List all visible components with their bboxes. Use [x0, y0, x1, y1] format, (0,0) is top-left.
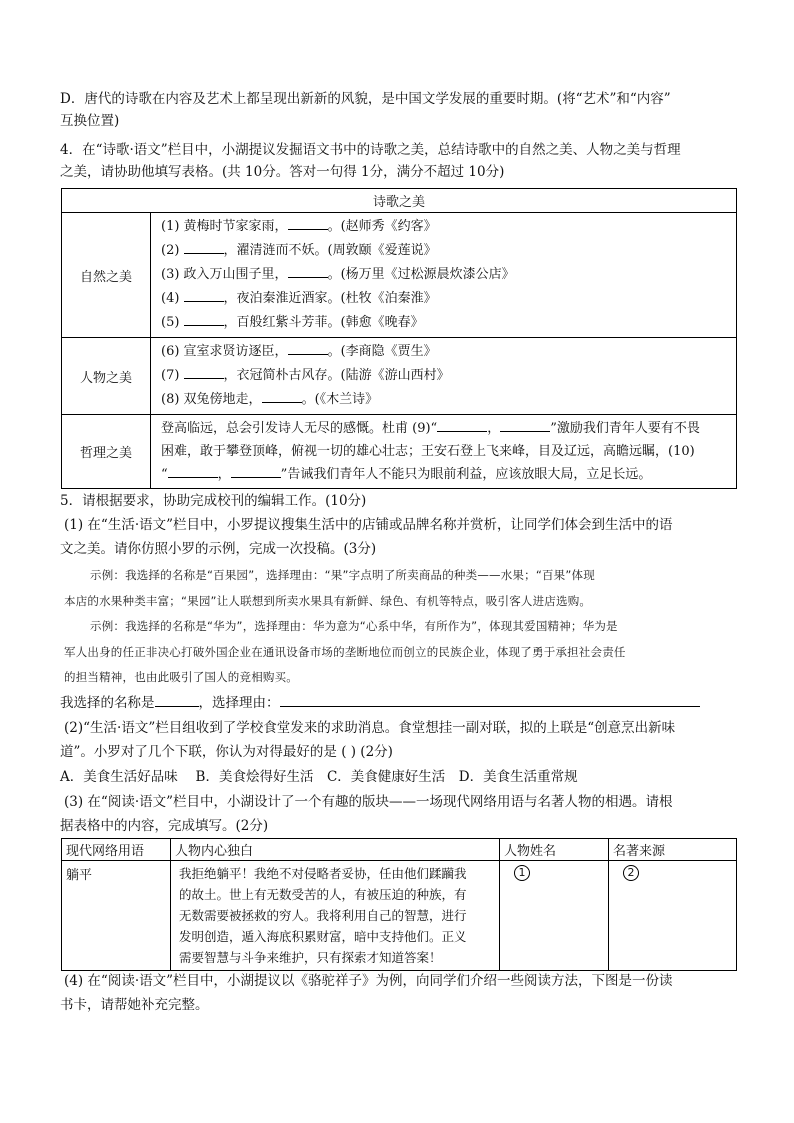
poetry-table-title: 诗歌之美	[62, 189, 737, 213]
source-answer-cell[interactable]	[609, 861, 737, 971]
answer-blank[interactable]	[500, 417, 550, 432]
q5-part4-line2: 书卡，请帮她补充完整。	[60, 997, 209, 1013]
slang-term: 躺平	[62, 861, 171, 971]
nature-beauty-label: 自然之美	[62, 213, 151, 338]
philosophy-beauty-text	[151, 415, 737, 489]
q5-part2-line1: (2)“生活·语文”栏目组收到了学校食堂发来的求助消息。食堂想挂一副对联，拟的上联是“创意烹出新味	[64, 720, 676, 736]
q5-part4-line1: (4) 在“阅读·语文”栏目中，小湖提议以《骆驼祥子》为例，向同学们介绍一些阅读方法，下图是一份读	[64, 973, 673, 989]
q5-part1-line2: 文之美。请你仿照小罗的示例，完成一次投稿。(3分)	[60, 541, 377, 557]
monologue-line: 需要智慧与斗争来维护，只有探索才知道答案！	[179, 950, 442, 965]
q5-part3-line2: 据表格中的内容，完成填写。(2分)	[60, 818, 269, 834]
answer-blank[interactable]	[231, 463, 281, 478]
circled-number-2: 2	[623, 865, 639, 881]
monologue-line: 无数需要被拯救的穷人。我将利用自己的智慧，进行	[179, 908, 467, 923]
poem-item-6: (6) 宣室求贤访逐臣， 。(李商隐《贾生》	[161, 340, 726, 364]
monologue-line: 的故土。世上有无数受苦的人，有被压迫的种族，有	[179, 887, 467, 902]
answer-blank[interactable]	[262, 388, 302, 403]
answer-blank[interactable]	[184, 239, 224, 254]
q5-part2-options: A．美食生活好品味 B．美食烩得好生活 C．美食健康好生活 D．美食生活重常规	[60, 769, 578, 785]
col-header-source: 名著来源	[609, 839, 737, 861]
reason-answer-blank[interactable]	[280, 692, 700, 707]
poem-item-1: (1) 黄梅时节家家雨， 。(赵师秀《约客》	[161, 215, 726, 239]
answer-blank[interactable]	[184, 311, 224, 326]
answer-blank[interactable]	[184, 287, 224, 302]
answer-blank[interactable]	[288, 215, 328, 230]
name-answer-blank[interactable]	[155, 692, 199, 707]
poem-item-8: (8) 双兔傍地走， 。(《木兰诗》	[161, 388, 726, 412]
nature-beauty-items	[151, 213, 737, 338]
q4-stem-line1: 4．在“诗歌·语文”栏目中，小湖提议发掘语文书中的诗歌之美，总结诗歌中的自然之美、人物之美与哲理	[60, 142, 681, 158]
poem-item-5: (5) ，百般红紫斗芳菲。(韩愈《晚春》	[161, 311, 726, 335]
internet-slang-table	[61, 838, 737, 971]
answer-blank[interactable]	[288, 263, 328, 278]
people-beauty-label: 人物之美	[62, 338, 151, 415]
q5-part3-line1: (3) 在“阅读·语文”栏目中，小湖设计了一个有趣的版块——一场现代网络用语与名著人物的相遇。请根	[64, 794, 673, 810]
q4-stem-line2: 之美，请协助他填写表格。(共 10分。答对一句得 1分，满分不超过 10分)	[60, 164, 505, 180]
answer-blank[interactable]	[437, 417, 487, 432]
answer-blank[interactable]	[168, 463, 218, 478]
monologue-cell	[171, 861, 500, 971]
philosophy-beauty-label: 哲理之美	[62, 415, 151, 489]
philosophy-line-3: “ ， ”告诫我们青年人不能只为眼前利益，应该放眼大局，立足长远。	[161, 463, 726, 486]
monologue-line: 我拒绝躺平！我绝不对侵略者妥协，任由他们蹂躏我	[179, 866, 467, 881]
answer-blank[interactable]	[184, 364, 224, 379]
philosophy-line-2: 困难，敢于攀登顶峰，俯视一切的雄心壮志；王安石登上飞来峰，目及辽远，高瞻远瞩，(10)	[161, 444, 695, 459]
col-header-slang: 现代网络用语	[62, 839, 171, 861]
col-header-monologue: 人物内心独白	[171, 839, 500, 861]
poem-item-2: (2) ，濯清涟而不妖。(周敦颐《爱莲说》	[161, 239, 726, 263]
example2-line1: 示例：我选择的名称是“华为”，选择理由：华为意为“心系中华，有所作为”，体现其爱国精神；华为是	[90, 619, 618, 633]
col-header-character: 人物姓名	[500, 839, 609, 861]
option-d-line1: D．唐代的诗歌在内容及艺术上都呈现出新新的风貌，是中国文学发展的重要时期。(将“艺术”和“内容”	[60, 91, 671, 107]
character-answer-cell[interactable]	[500, 861, 609, 971]
monologue-line: 发明创造，遁入海底积累财富，暗中支持他们。正义	[179, 929, 467, 944]
option-d-line2: 互换位置)	[60, 113, 120, 129]
example2-line2: 军人出身的任正非决心打破外国企业在通讯设备市场的垄断地位而创立的民族企业，体现了勇于承担社会责任	[64, 645, 626, 659]
answer-blank[interactable]	[288, 340, 328, 355]
people-beauty-items	[151, 338, 737, 415]
q5-stem: 5．请根据要求，协助完成校刊的编辑工作。(10分)	[60, 493, 367, 509]
circled-number-1: 1	[514, 865, 530, 881]
poem-item-3: (3) 政入万山围子里， 。(杨万里《过松源晨炊漆公店》	[161, 263, 726, 287]
example2-line3: 的担当精神，也由此吸引了国人的竞相购买。	[64, 670, 298, 684]
philosophy-line-1: 登高临远，总会引发诗人无尽的感慨。杜甫 (9)“ ， ”激励我们青年人要有不畏	[161, 417, 726, 440]
poem-item-7: (7) ，衣冠简朴古风存。(陆游《游山西村》	[161, 364, 726, 388]
poetry-beauty-table	[61, 188, 737, 489]
poem-item-4: (4) ，夜泊秦淮近酒家。(杜牧《泊秦淮》	[161, 287, 726, 311]
q5-answer-line: 我选择的名称是 ，选择理由：	[60, 692, 740, 714]
example1-line2: 本店的水果种类丰富；“果园”让人联想到所卖水果具有新鲜、绿色、有机等特点，吸引客人进店选购。	[64, 594, 592, 608]
example1-line1: 示例：我选择的名称是“百果园”，选择理由：“果”字点明了所卖商品的种类——水果；“百果”体现	[90, 568, 595, 582]
q5-part1-line1: (1) 在“生活·语文”栏目中，小罗提议搜集生活中的店铺或品牌名称并赏析，让同学们体会到生活中的语	[64, 517, 673, 533]
q5-part2-line2: 道”。小罗对了几个下联，你认为对得最好的是 ( ) (2分)	[60, 744, 393, 760]
